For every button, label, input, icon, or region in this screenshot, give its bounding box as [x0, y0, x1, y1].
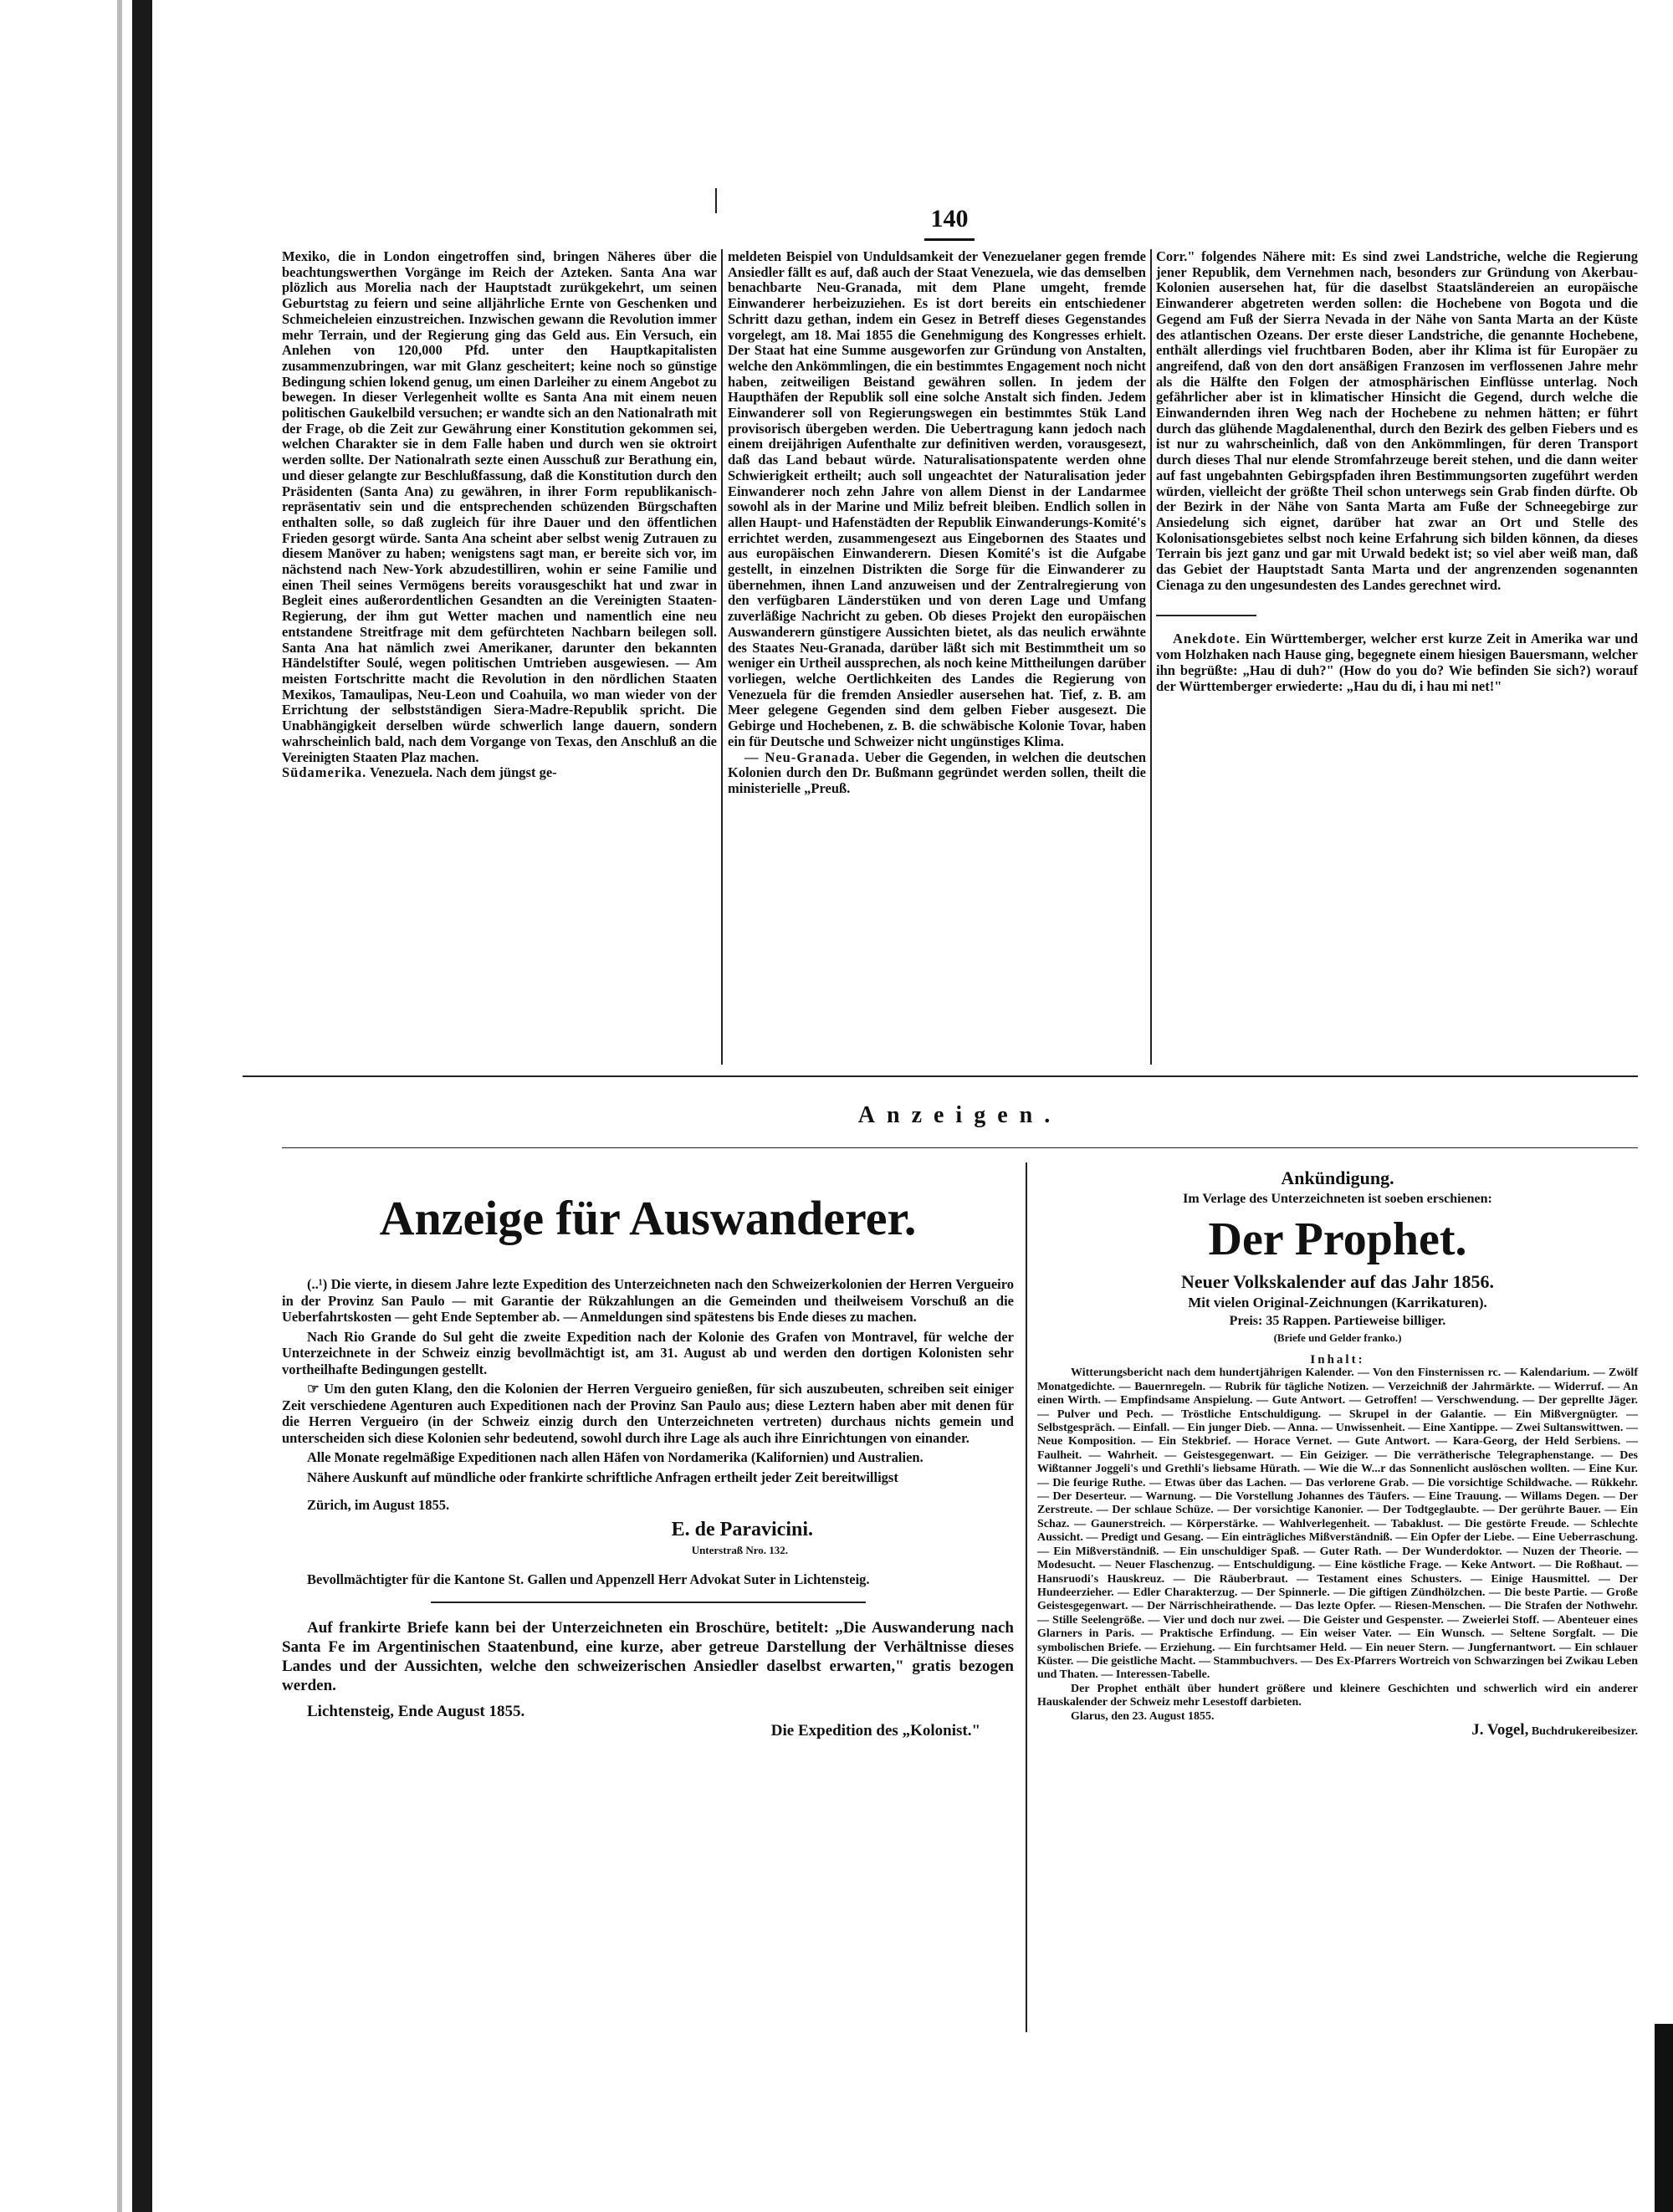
ad-paragraph: Nähere Auskunft auf mündliche oder frankirte schriftliche Anfragen ertheilt jeder Zeit bereitwilligst [307, 1469, 898, 1485]
anecdote [1156, 631, 1638, 694]
ad-signature: E. de Paravicini. [671, 1518, 813, 1540]
article-mexico: Mexiko, die in London eingetroffen sind, bringen Näheres über die beachtungswerthen Vorgänge im Reich der Azteken. Santa Ana war plözlich aus Morelia nach der Hauptstadt zurükgekehrt, um seinen Geburtstag zu feiern und seine alljährliche Ernte von Geschenken und Schmeicheleien einzustreichen. Inzwischen gewann die Revolution immer mehr Terrain, und der Regierung ging das Geld aus. Ein Versuch, ein Anlehen von 120,000 Pfd. unter den Hauptkapitalisten zusammenzubringen, war mit Glanz gescheitert; keine noch so günstige Bedingung schien lokend genug, um einen Darleiher zu einem Angebot zu bewegen. In dieser Verlegenheit wollte es Santa Ana mit einem neuen politischen Gaukelbild versuchen; er wandte sich an den Nationalrath mit der Frage, ob die Zeit zur Gewährung einer Konstitution gekommen sei, welchen Charakter sie in dem Falle haben und durch wen sie oktroirt werden sollte. Der Nationalrath sezte einen Ausschuß zur Berathung ein, und dieser gelangte zur Beschlußfassung, daß die Konstitution durch den Präsidenten (Santa Ana) zu gewähren, in ihrer Form republikanisch-repräsentativ sein und die entsprechenden schüzenden Bürgschaften enthalten solle, so daß zugleich für ihre Dauer und den öffentlichen Frieden gesorgt würde. Santa Ana scheint aber selbst wenig Zutrauen zu diesem Manöver zu haben; wenigstens sagt man, er bereite sich vor, im nächstend nach New-York abzudestilliren, wohin er seine Familie und einen Theil seines Vermögens bereits vorausgeschikt hat und zwar in Begleit eines außerordentlichen Gesandten an die Vereinigten Staaten-Regierung, der ihm gut Wetter machen und namentlich eine neu entstandene Streitfrage mit dem gefürchteten Nachbarn beilegen soll. Santa Ana hat nämlich zwei Amerikaner, darunter den bekannten Händelstifter Soulé, wegen politischen Umtrieben ausgewiesen. — Am meisten Fortschritte macht die Revolution in den nördlichen Staaten Mexikos, Tamaulipas, Neu-Leon und Coahuila, wo man wieder von der Errichtung der selbstständigen Siera-Madre-Republik spricht. Die Unabhängigkeit derselben würde schwerlich lange dauern, sondern wahrscheinlich bald, nach dem Vorgange von Texas, den Anschluß an die Vereinigten Staaten Plaz machen. [282, 249, 717, 765]
column-divider [721, 249, 723, 1065]
brochure-place-date: Lichtensteig, Ende August 1855. [307, 1702, 525, 1720]
section-heading: — Neu-Granada. [744, 748, 860, 765]
article-column-1 [282, 249, 717, 1065]
book-note: (Briefe und Gelder franko.) [1273, 1331, 1402, 1344]
divider [1156, 615, 1256, 616]
article-neu-granada-cont: Corr." folgendes Nähere mit: Es sind zwei Landstriche, welche die Regierung jener Republik, dem Vernehmen nach, besonders zur Gründung von Akerbau-Kolonien ausersehen hat, für die daselbst Staatsländereien an europäische Einwanderer abgetreten werden sollen: die Hochebene von Bogota und die Gegend am Fuß der Sierra Nevada in der Nähe von Santa Marta an der Küste des atlantischen Ozeans. Der erste dieser Landstriche, die genannte Hochebene, enthält allerdings viel fruchtbaren Boden, aber ihr Klima ist für Europäer zu angreifend, daß von den dort ansäßigen Franzosen im verflossenen Jahre mehr als die Hälfte den Folgen der atmosphärischen Einflüsse unterlag. Noch gefährlicher aber ist in klimatischer Hinsicht die Gegend, durch welche die Einwandernden ihren Weg nach der Hochebene zu nehmen hätten; er führt durch das glühende Magdalenenthal, durch den Bezirk des gelben Fiebers und es ist nur zu wahrscheinlich, daß von den Ankömmlingen, für deren Transport durch dieses Thal nur elende Stromfahrzeuge bereit stehen, und die dann weiter auf fast ungebahnten Gebirgspfaden ihren Bestimmungsorten zugeführt werden würden, vielleicht der größte Theil schon unterwegs sein Grab finden dürfte. Ob der Bezirk in der Nähe von Santa Marta am Fuße der Schneegebirge zur Ansiedelung sich eignet, darüber hat zwar an Ort und Stelle des Kolonisationsgebietes selbst noch keine Erfahrung sich bilden können, da dieses Terrain bis jezt ganz und gar mit Urwald bedekt ist; so viel aber weiß man, daß das Gebiet der Hauptstadt Santa Marta und der angrenzenden sogenannten Cienaga zu den ungesundesten des Landes gerechnet wird. [1156, 249, 1638, 593]
section-subheading: Venezuela. [370, 764, 433, 781]
column-divider [1150, 249, 1152, 1065]
emigrant-advertisement [282, 1171, 1014, 1739]
section-suedamerika [282, 765, 717, 781]
ad-paragraph: Alle Monate regelmäßige Expeditionen nach allen Häfen von Nordamerika (Kalifornien) und Australien. [307, 1449, 923, 1465]
closing-text: Der Prophet enthält über hundert größere und kleinere Geschichten und schwerlich wird ein anderer Hauskalender der Schweiz mehr Lesestoff darbieten. [1037, 1682, 1638, 1709]
contents-heading: Inhalt: [1310, 1353, 1365, 1367]
prophet-announcement [1037, 1167, 1638, 1739]
ads-rule [282, 1147, 1638, 1148]
section-rule [243, 1075, 1638, 1077]
signature-title: Buchdrukereibesizer. [1531, 1724, 1638, 1738]
ad-address: Unterstraß Nro. 132. [691, 1543, 788, 1556]
scan-edge-shadow [117, 0, 122, 2212]
scan-mark [715, 188, 717, 213]
brochure-signature: Die Expedition des „Kolonist." [770, 1722, 980, 1739]
section-heading: Südamerika. [282, 764, 367, 781]
article-column-3 [1156, 249, 1638, 1065]
signature-name: J. Vogel, [1471, 1720, 1529, 1739]
announcement-signature [1037, 1720, 1638, 1739]
book-price: Preis: 35 Rappen. Partieweise billiger. [1229, 1314, 1446, 1328]
announcement-place-date: Glarus, den 23. August 1855. [1071, 1709, 1215, 1723]
announcement-heading: Ankündigung. [1281, 1167, 1394, 1188]
ads-heading: Anzeigen. [857, 1102, 1062, 1128]
book-title: Der Prophet. [1208, 1213, 1467, 1265]
ad-paragraph: Nach Rio Grande do Sul geht die zweite Expedition nach der Kolonie des Grafen von Montravel, für welche der Unterzeichnete in der Schweiz einzig bevollmächtigt ist, am 31. August ab und werden den dortigen Kolonisten sehr vortheilhafte Bedingungen gestellt. [282, 1328, 1014, 1377]
ads-divider [1026, 1162, 1027, 2032]
anecdote-heading: Anekdote. [1173, 631, 1241, 647]
contents-list: Witterungsbericht nach dem hundertjährigen Kalender. — Von den Finsternissen rc. — Kalendarium. — Zwölf Monatgedichte. — Bauernregeln. — Rubrik für tägliche Notizen. — Verzeichniß der Jahrmärkte. — Widerruf. — An einen Wirth. — Empfindsame Anspielung. — Gute Antwort. — Getroffen! — Verschwendung. — Der geprellte Jäger. — Pulver und Pech. — Tröstliche Entschuldigung. — Skrupel in der Galantie. — Ein Mißvergnügter. — Selbstgespräch. — Einfall. — Ein junger Dieb. — Anna. — Unwissenheit. — Eine Xantippe. — Zwei Sultanswittwen. — Neue Komposition. — Ein Stekbrief. — Horace Vernet. — Gute Antwort. — Kara-Georg, der Held Serbiens. — Faulheit. — Wahrheit. — Geistesgegenwart. — Ein Geiziger. — Die verrätherische Telegraphenstange. — Des Wißtanner Joggeli's und Grethli's liebsame Hürath. — Wie die W...r das Sonnenlicht auslöschen wollten. — Eine Kur. — Die feurige Ruthe. — Etwas über das Lachen. — Das verlorene Grab. — Die vorsichtige Schildwache. — Rükkehr. — Der Deserteur. — Warnung. — Die Vorstellung Johannes des Täufers. — Eine Trauung. — Willams Degen. — Der Zerstreute. — Der schlaue Schüze. — Der vorsichtige Kanonier. — Der Todtgeglaubte. — Der gerührte Bauer. — Ein Schaz. — Gaunerstreich. — Körperstärke. — Wahlverlegenheit. — Tabaklust. — Die gestörte Freude. — Schlechte Aussicht. — Predigt und Gesang. — Ein einträgliches Mißverständniß. — Ein Opfer der Liebe. — Eine Ueberraschung. — Ein Mißverständniß. — Ein unschuldiger Spaß. — Guter Rath. — Der Wunderdoktor. — Nuzen der Theorie. — Modesucht. — Neuer Flaschenzug. — Entschuldigung. — Eine köstliche Frage. — Keke Antwort. — Die Roßhaut. — Hansruodi's Hauskreuz. — Die Räuberbraut. — Testament eines Schusters. — Einige Hausmittel. — Der Hundeerzieher. — Edler Charakterzug. — Der Spinnerle. — Die giftigen Zündhölzchen. — Die beste Partie. — Große Geistesgegenwart. — Der Närrischheirathende. — Das lezte Opfer. — Riesen-Menschen. — Die Strafen der Nothwehr. — Stille Seelengröße. — Vier und doch nur zwei. — Die Geister und Gespenster. — Zweierlei Stoff. — Abenteuer eines Glarners in Paris. — Praktische Erfindung. — Ein weiser Vater. — Ein Wunsch. — Seltene Sorgfalt. — Die symbolischen Briefe. — Erziehung. — Ein furchtsamer Held. — Ein neuer Stern. — Jungfernantwort. — Ein schlauer Küster. — Die geistliche Macht. — Stammbuchvers. — Des Ex-Pfarrers Wortreich von Schwarzingen bei Zwikau Leben und Thaten. — Interessen-Tabelle. [1037, 1367, 1638, 1682]
brochure-ad: Auf frankirte Briefe kann bei der Unterzeichneten ein Broschüre, betitelt: „Die Auswanderung nach Santa Fe im Argentinischen Staatenbund, eine kurze, aber getreue Darstellung der Verhältnisse dieses Landes und der Aussichten, welche den schweizerischen Ansiedler daselbst erwarten," gratis bezogen werden. [282, 1618, 1014, 1694]
announcement-intro: Im Verlage des Unterzeichneten ist soeben erschienen: [1183, 1192, 1492, 1206]
divider [431, 1602, 866, 1603]
scan-binding-edge [132, 0, 152, 2212]
anecdote-text: Ein Württemberger, welcher erst kurze Zeit in Amerika war und vom Holzhaken nach Hause ging, begegnete einem hiesigen Bauersmann, welcher ihn begrüßte: „Hau di duh?" (How do you do? Wie befinden Sie sich?) worauf der Württemberger erwiederte: „Hau du di, i hau mi net!" [1156, 631, 1638, 694]
scan-corner-edge [1655, 2024, 1673, 2212]
ad-title: Anzeige für Auswanderer. [379, 1191, 917, 1245]
ad-paragraph: ☞ Um den guten Klang, den die Kolonien der Herren Vergueiro genießen, für sich auszubeuten, schreiben seit einiger Zeit verschiedene Agenturen auch Expeditionen nach der Provinz San Paulo aus; diese Leztern haben aber mit denen für die Herren Vergueiro (in der Schweiz einzig durch den Unterzeichneten vertreten) durchaus nichts gemein und unterscheiden sich diese Kolonien sehr bedeutend, sowohl durch ihre Lage als auch ihre Einrichtungen von einander. [282, 1381, 1014, 1446]
section-text: Nach dem jüngst ge- [436, 764, 557, 781]
ad-agent: Bevollmächtigter für die Kantone St. Gallen und Appenzell Herr Advokat Suter in Lichtensteig. [307, 1571, 870, 1587]
section-text: Ueber die Gegenden, in welchen die deutschen Kolonien durch den Dr. Bußmann gegründet werden sollen, theilt die ministerielle „Preuß. [728, 748, 1146, 796]
ad-place-date: Zürich, im August 1855. [307, 1497, 450, 1513]
book-subtitle: Neuer Volkskalender auf das Jahr 1856. [1180, 1271, 1495, 1292]
page-number: 140 [924, 205, 975, 241]
article-venezuela: meldeten Beispiel von Unduldsamkeit der Venezuelaner gegen fremde Ansiedler fällt es auf, daß auch der Staat Venezuela, wie das demselben benachbarte Neu-Granada, mit dem Plane umgeht, fremde Einwanderer herbeizuziehen. Es ist dort bereits ein entschiedener Schritt dazu gethan, indem ein Gesez in Betreff dieses Gegenstandes vorgelegt, am 18. Mai 1855 die Genehmigung des Kongresses erhielt. Der Staat hat eine Summe ausgeworfen zur Gründung von Anstalten, welche den Ankömmlingen, die ein bestimmtes Engagement noch nicht haben, zeitweiligen Beistand gewähren sollen. In jedem der Haupthäfen der Republik soll eine solche Anstalt sich finden. Jedem Einwanderer soll von Regierungswegen ein bestimmtes Stük Land provisorisch übergeben werden. Die Uebertragung kann jedoch nach einem dreijährigen Aufenthalte zur definitiven werden, vorausgesezt, daß das Land bebaut würde. Naturalisationspatente werden ohne Schwierigkeit ertheilt; auch soll ungeachtet der Naturalisation jeder Einwanderer noch zehn Jahre von allem Dienst in der Landarmee sowohl als in der Marine und Miliz befreit bleiben. Endlich sollen in allen Haupt- und Hafenstädten der Republik Einwanderungs-Komité's errichtet werden, zusammengesezt aus Eingebornen des Staates und aus europäischen Einwanderern. Diesen Komité's ist die Aufgabe gestellt, in einzelnen Distrikten die Sorge für die Einwanderer zu übernehmen, ihnen Land anzuweisen und der Zentralregierung von den verfügbaren Länderstüken und von deren Lage und Umfang zuverläßige Nachricht zu geben. Ob dieses Projekt den europäischen Auswanderern günstigere Aussichten bietet, als das neulich erwähnte des Staates Neu-Granada, darüber läßt sich mit Bestimmtheit um so weniger ein Urtheil aussprechen, als noch keine Mittheilungen darüber vorliegen, welche Oertlichkeiten des Landes die Regierung von Venezuela für die fremden Ansiedler ausersehen hat. Tief, z. B. am Meer gelegene Gegenden sind dem gelben Fieber ausgesezt. Die Gebirge und Hochebenen, z. B. die schwäbische Kolonie Tovar, haben ein für Deutsche und Schweizer nicht ungünstiges Klima. [728, 249, 1146, 749]
article-column-2 [728, 249, 1146, 1065]
ad-paragraph: (..¹) Die vierte, in diesem Jahre lezte Expedition des Unterzeichneten nach den Schweizerkolonien der Herren Vergueiro in der Provinz San Paulo — mit Garantie der Rükzahlungen an die Gemeinden und theilweisem Vorschuß an die Ueberfahrtskosten — geht Ende September ab. — Anmeldungen sind spätestens bis Ende dieses zu machen. [282, 1276, 1014, 1325]
section-neu-granada [728, 750, 1146, 797]
book-subtitle-2: Mit vielen Original-Zeichnungen (Karrikaturen). [1188, 1295, 1487, 1310]
